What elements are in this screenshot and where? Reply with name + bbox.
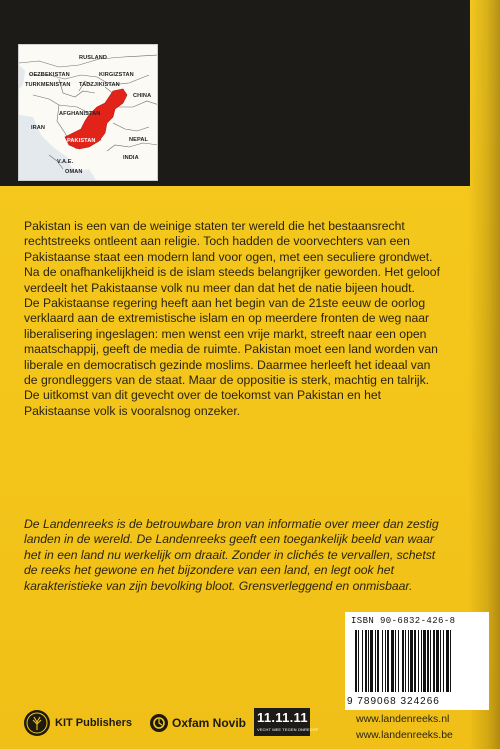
region-map — [18, 44, 158, 181]
blurb-paragraph: Na de onafhankelijkheid is de islam steeds belangrijker geworden. Het geloof verdeelt het Pakistaanse volk nu meer dan dat het de natie bijeen houdt. — [24, 265, 440, 295]
eleven-eleven-logo — [254, 708, 319, 736]
kit-publishers-logo — [24, 708, 132, 738]
map-label-oman: OMAN — [65, 169, 83, 175]
barcode-image — [351, 630, 483, 694]
barcode-label — [345, 612, 489, 710]
oxfam-novib-name: Oxfam Novib — [172, 716, 247, 730]
map-label-tadzjikistan: TADZJIKISTAN — [79, 82, 120, 88]
oxfam-novib-logo — [150, 708, 246, 738]
isbn-text: ISBN 90-6832-426-8 — [351, 616, 456, 626]
map-label-vae: V.A.E. — [57, 159, 74, 165]
blurb-paragraph: De uitkomst van dit gevecht over de toekomst van Pakistan en het Pakistaanse volk is vooralsnog onzeker. — [24, 388, 382, 418]
barcode-number: 9 789068 324266 — [347, 696, 440, 707]
map-label-afghanistan: AFGHANISTAN — [59, 111, 101, 117]
map-label-iran: IRAN — [31, 125, 46, 131]
eleven-eleven-tagline: VECHT MEE TEGEN ONRECHT — [257, 727, 319, 732]
map-label-pakistan: PAKISTAN — [67, 138, 96, 144]
map-label-kirgizstan: KIRGIZSTAN — [99, 72, 134, 78]
map-label-rusland: RUSLAND — [79, 55, 108, 61]
kit-tree-icon — [24, 710, 50, 736]
website-link-be[interactable]: www.landenreeks.be — [356, 729, 453, 741]
oxfam-icon — [150, 714, 168, 732]
map-label-china: CHINA — [133, 93, 152, 99]
map-label-nepal: NEPAL — [129, 137, 149, 143]
map-label-oezbekistan: OEZBEKISTAN — [29, 72, 70, 78]
blurb-paragraph: Pakistan is een van de weinige staten ter wereld die het bestaansrecht rechtstreeks ontleent aan religie. Toch hadden de voorvechters van een Pakistaanse staat een modern land voor ogen, met een seculiere grondwet. — [24, 219, 433, 264]
website-link-nl[interactable]: www.landenreeks.nl — [356, 713, 450, 725]
blurb-text — [24, 219, 444, 419]
blurb-paragraph: De Pakistaanse regering heeft aan het begin van de 21ste eeuw de oorlog verklaard aan de extremistische islam en op meerdere fronten de weg naar liberalisering ingeslagen: men wenst een vrije markt, streeft naar een open maatschappij, geeft de media de ruimte. Pakistan moet een land worden van liberale en democratisch gezinde moslims. Daarmee herleeft het ideaal van de grondleggers van de staat. Maar de oppositie is sterk, machtig en talrijk. — [24, 296, 438, 388]
map-label-turkmenistan: TURKMENISTAN — [25, 82, 71, 88]
map-label-india: INDIA — [123, 155, 139, 161]
series-description: De Landenreeks is de betrouwbare bron van informatie over meer dan zestig landen in de wereld. De Landenreeks geeft een toegankelijk beeld van waar het in een land nu werkelijk om draait. Zonder in clichés te vervallen, schetst de reeks het gewone en het bijzondere van een land, en legt ook het karakteristieke van zijn bevolking bloot. Grensverleggend en onmisbaar. — [24, 517, 439, 593]
eleven-eleven-title: 11.11.11 — [257, 710, 308, 725]
kit-publishers-name: KIT Publishers — [55, 717, 133, 729]
